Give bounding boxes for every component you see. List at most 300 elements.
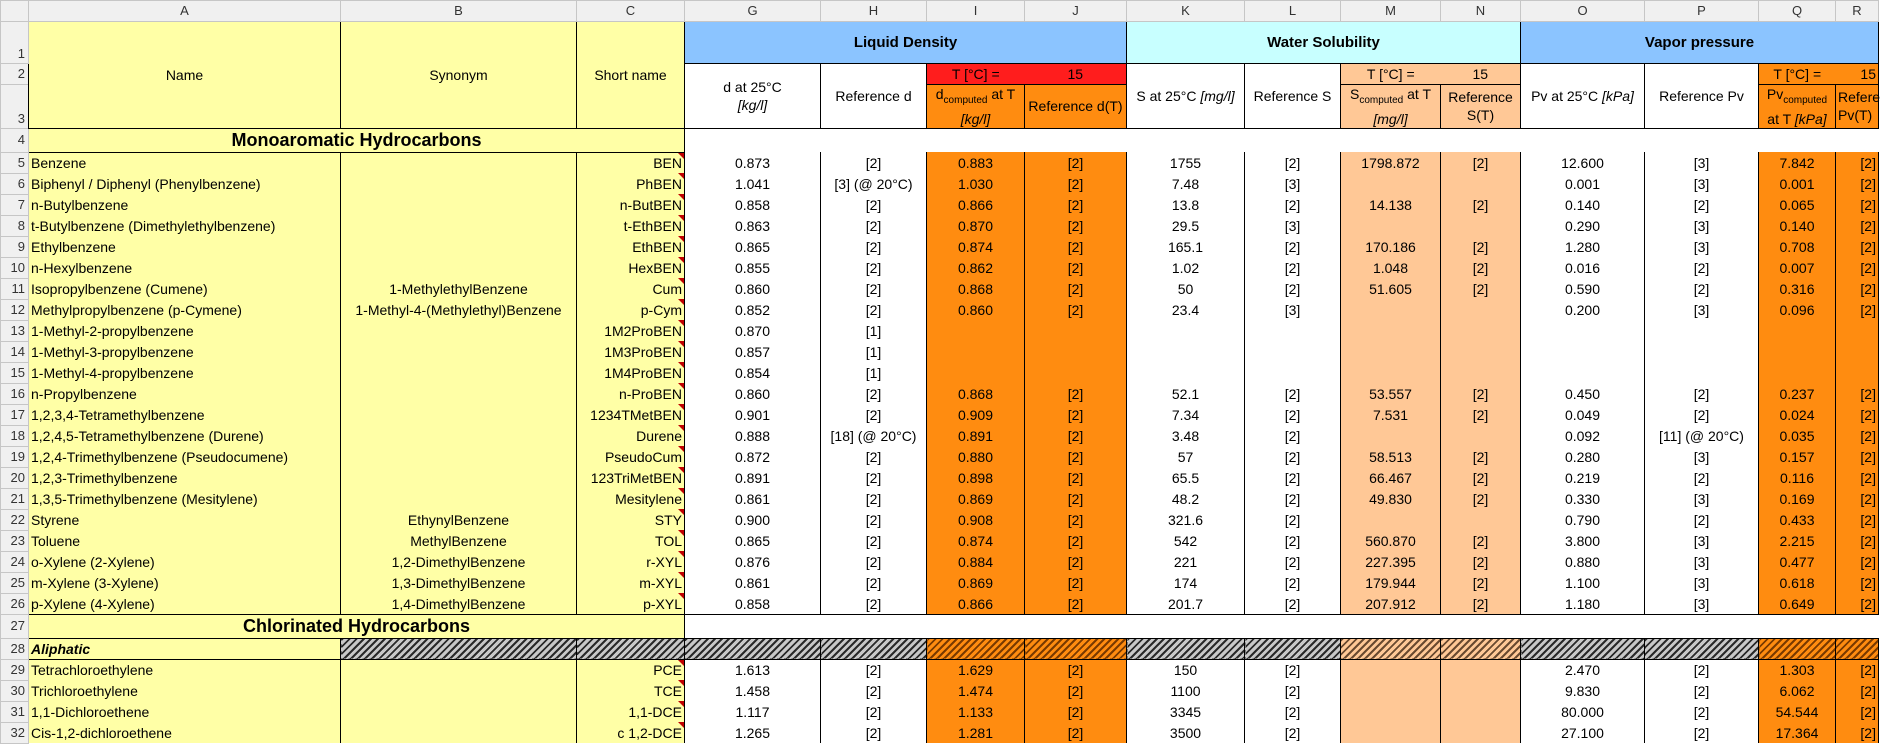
vapor-computed-reference-cell[interactable]: [2]	[1836, 722, 1879, 743]
vapor-computed-reference-cell[interactable]: [2]	[1836, 152, 1879, 173]
vapor-computed-cell[interactable]: 0.618	[1759, 572, 1836, 593]
short-name-cell[interactable]: HexBEN	[577, 257, 685, 278]
vapor-pressure-reference-cell[interactable]: [3]	[1645, 572, 1759, 593]
vapor-pressure-reference-cell[interactable]: [2]	[1645, 509, 1759, 530]
solubility-cell[interactable]	[1127, 362, 1245, 383]
vapor-computed-cell[interactable]: 0.140	[1759, 215, 1836, 236]
density-computed-cell[interactable]: 0.884	[927, 551, 1025, 572]
reference-pv-header[interactable]: Reference Pv	[1645, 64, 1759, 129]
name-cell[interactable]: Tetrachloroethylene	[29, 659, 341, 680]
synonym-cell[interactable]	[341, 488, 577, 509]
density-computed-reference-cell[interactable]: [2]	[1025, 572, 1127, 593]
vapor-pressure-cell[interactable]: 0.450	[1521, 383, 1645, 404]
solubility-cell[interactable]: 29.5	[1127, 215, 1245, 236]
synonym-cell[interactable]	[341, 236, 577, 257]
short-name-cell[interactable]: PhBEN	[577, 173, 685, 194]
short-name-cell[interactable]: 1M2ProBEN	[577, 320, 685, 341]
solubility-reference-cell[interactable]: [2]	[1245, 383, 1341, 404]
name-cell[interactable]: t-Butylbenzene (Dimethylethylbenzene)	[29, 215, 341, 236]
row-header[interactable]: 32	[1, 722, 29, 743]
name-cell[interactable]: n-Propylbenzene	[29, 383, 341, 404]
solubility-reference-cell[interactable]: [2]	[1245, 572, 1341, 593]
vapor-computed-cell[interactable]: 0.169	[1759, 488, 1836, 509]
density-cell[interactable]: 0.870	[685, 320, 821, 341]
short-name-cell[interactable]: p-Cym	[577, 299, 685, 320]
density-cell[interactable]: 0.873	[685, 152, 821, 173]
synonym-cell[interactable]: 1,2-DimethylBenzene	[341, 551, 577, 572]
short-name-cell[interactable]: n-ProBEN	[577, 383, 685, 404]
solubility-computed-reference-cell[interactable]: [2]	[1441, 278, 1521, 299]
synonym-cell[interactable]	[341, 701, 577, 722]
solubility-computed-cell[interactable]: 207.912	[1341, 593, 1441, 614]
solubility-cell[interactable]: 3.48	[1127, 425, 1245, 446]
solubility-computed-reference-cell[interactable]	[1441, 509, 1521, 530]
vapor-pressure-cell[interactable]: 0.001	[1521, 173, 1645, 194]
vapor-computed-cell[interactable]: 2.215	[1759, 530, 1836, 551]
short-name-cell[interactable]: t-EthBEN	[577, 215, 685, 236]
row-header[interactable]: 18	[1, 425, 29, 446]
density-computed-reference-cell[interactable]: [2]	[1025, 593, 1127, 614]
solubility-reference-cell[interactable]: [2]	[1245, 488, 1341, 509]
vapor-computed-reference-cell[interactable]	[1836, 320, 1879, 341]
solubility-reference-cell[interactable]	[1245, 362, 1341, 383]
vapor-pressure-cell[interactable]: 1.180	[1521, 593, 1645, 614]
row-header-27[interactable]: 27	[1, 614, 29, 638]
density-computed-cell[interactable]: 0.868	[927, 278, 1025, 299]
vapor-pressure-reference-cell[interactable]: [2]	[1645, 194, 1759, 215]
solubility-computed-cell[interactable]: 66.467	[1341, 467, 1441, 488]
column-header-b[interactable]: B	[341, 1, 577, 22]
vapor-computed-reference-cell[interactable]	[1836, 362, 1879, 383]
vapor-pressure-cell[interactable]	[1521, 320, 1645, 341]
solubility-computed-cell[interactable]	[1341, 659, 1441, 680]
row-header[interactable]: 30	[1, 680, 29, 701]
density-computed-reference-cell[interactable]: [2]	[1025, 152, 1127, 173]
vapor-computed-reference-cell[interactable]: [2]	[1836, 278, 1879, 299]
vapor-computed-cell[interactable]: 0.649	[1759, 593, 1836, 614]
short-name-cell[interactable]: c 1,2-DCE	[577, 722, 685, 743]
vapor-pressure-reference-cell[interactable]	[1645, 362, 1759, 383]
synonym-cell[interactable]	[341, 722, 577, 743]
density-computed-reference-cell[interactable]: [2]	[1025, 425, 1127, 446]
name-header[interactable]: Name	[29, 22, 341, 129]
density-reference-cell[interactable]: [2]	[821, 509, 927, 530]
density-computed-cell[interactable]: 0.869	[927, 572, 1025, 593]
synonym-cell[interactable]	[341, 680, 577, 701]
density-cell[interactable]: 1.458	[685, 680, 821, 701]
vapor-pressure-cell[interactable]: 0.290	[1521, 215, 1645, 236]
density-reference-cell[interactable]: [2]	[821, 722, 927, 743]
name-cell[interactable]: n-Hexylbenzene	[29, 257, 341, 278]
density-reference-cell[interactable]: [2]	[821, 446, 927, 467]
solubility-computed-reference-cell[interactable]	[1441, 425, 1521, 446]
vapor-pressure-cell[interactable]: 0.049	[1521, 404, 1645, 425]
vapor-pressure-reference-cell[interactable]: [3]	[1645, 551, 1759, 572]
vapor-computed-cell[interactable]: 1.303	[1759, 659, 1836, 680]
hatch-cell[interactable]	[821, 638, 927, 659]
vapor-pressure-cell[interactable]: 0.280	[1521, 446, 1645, 467]
column-header-a[interactable]: A	[29, 1, 341, 22]
vapor-computed-cell[interactable]: 0.116	[1759, 467, 1836, 488]
solubility-reference-cell[interactable]: [3]	[1245, 299, 1341, 320]
solubility-reference-cell[interactable]: [2]	[1245, 551, 1341, 572]
solubility-computed-reference-cell[interactable]	[1441, 173, 1521, 194]
hatch-cell[interactable]	[1341, 638, 1441, 659]
row-header[interactable]: 29	[1, 659, 29, 680]
solubility-computed-cell[interactable]	[1341, 341, 1441, 362]
short-name-header[interactable]: Short name	[577, 22, 685, 129]
name-cell[interactable]: 1-Methyl-3-propylbenzene	[29, 341, 341, 362]
d-computed-header[interactable]	[927, 85, 1025, 129]
vapor-pressure-reference-cell[interactable]: [3]	[1645, 530, 1759, 551]
density-reference-cell[interactable]: [2]	[821, 488, 927, 509]
density-computed-cell[interactable]: 0.866	[927, 593, 1025, 614]
density-computed-reference-cell[interactable]: [2]	[1025, 488, 1127, 509]
vapor-computed-reference-cell[interactable]: [2]	[1836, 530, 1879, 551]
vapor-computed-reference-cell[interactable]: [2]	[1836, 236, 1879, 257]
vapor-computed-reference-cell[interactable]: [2]	[1836, 593, 1879, 614]
density-computed-cell[interactable]: 0.909	[927, 404, 1025, 425]
density-reference-cell[interactable]: [2]	[821, 530, 927, 551]
density-cell[interactable]: 0.858	[685, 593, 821, 614]
short-name-cell[interactable]: m-XYL	[577, 572, 685, 593]
vapor-pressure-reference-cell[interactable]: [2]	[1645, 383, 1759, 404]
s25-header[interactable]	[1127, 64, 1245, 129]
density-reference-cell[interactable]: [2]	[821, 383, 927, 404]
column-header-p[interactable]: P	[1645, 1, 1759, 22]
solubility-computed-cell[interactable]: 49.830	[1341, 488, 1441, 509]
density-computed-cell[interactable]: 0.860	[927, 299, 1025, 320]
vapor-pressure-reference-cell[interactable]: [2]	[1645, 467, 1759, 488]
pv25-header[interactable]	[1521, 64, 1645, 129]
solubility-cell[interactable]: 3500	[1127, 722, 1245, 743]
density-reference-cell[interactable]: [18] (@ 20°C)	[821, 425, 927, 446]
short-name-cell[interactable]: PCE	[577, 659, 685, 680]
density-computed-cell[interactable]: 1.629	[927, 659, 1025, 680]
synonym-cell[interactable]	[341, 362, 577, 383]
vapor-pressure-header[interactable]: Vapor pressure	[1521, 22, 1879, 64]
row-header-2[interactable]: 2	[1, 64, 29, 85]
solubility-reference-cell[interactable]: [2]	[1245, 446, 1341, 467]
synonym-cell[interactable]: 1,3-DimethylBenzene	[341, 572, 577, 593]
vapor-pressure-reference-cell[interactable]: [2]	[1645, 701, 1759, 722]
vapor-computed-cell[interactable]: 0.157	[1759, 446, 1836, 467]
density-cell[interactable]: 0.855	[685, 257, 821, 278]
synonym-cell[interactable]	[341, 257, 577, 278]
solubility-computed-cell[interactable]: 227.395	[1341, 551, 1441, 572]
solubility-computed-reference-cell[interactable]	[1441, 722, 1521, 743]
solubility-computed-cell[interactable]: 7.531	[1341, 404, 1441, 425]
density-cell[interactable]: 0.860	[685, 278, 821, 299]
solubility-computed-cell[interactable]: 58.513	[1341, 446, 1441, 467]
synonym-cell[interactable]: 1,4-DimethylBenzene	[341, 593, 577, 614]
solubility-computed-reference-cell[interactable]	[1441, 659, 1521, 680]
name-cell[interactable]: Cis-1,2-dichloroethene	[29, 722, 341, 743]
solubility-reference-cell[interactable]: [2]	[1245, 236, 1341, 257]
hatch-cell[interactable]	[1441, 638, 1521, 659]
solubility-computed-cell[interactable]	[1341, 701, 1441, 722]
vapor-computed-reference-cell[interactable]	[1836, 341, 1879, 362]
vapor-pressure-cell[interactable]: 80.000	[1521, 701, 1645, 722]
vapor-pressure-cell[interactable]: 0.200	[1521, 299, 1645, 320]
short-name-cell[interactable]: 1M4ProBEN	[577, 362, 685, 383]
solubility-reference-cell[interactable]: [2]	[1245, 404, 1341, 425]
vapor-computed-reference-cell[interactable]: [2]	[1836, 551, 1879, 572]
short-name-cell[interactable]: r-XYL	[577, 551, 685, 572]
synonym-cell[interactable]	[341, 173, 577, 194]
row-header[interactable]: 24	[1, 551, 29, 572]
density-cell[interactable]: 1.613	[685, 659, 821, 680]
column-header-j[interactable]: J	[1025, 1, 1127, 22]
solubility-computed-cell[interactable]: 53.557	[1341, 383, 1441, 404]
density-computed-cell[interactable]: 0.870	[927, 215, 1025, 236]
short-name-cell[interactable]: p-XYL	[577, 593, 685, 614]
density-reference-cell[interactable]: [2]	[821, 215, 927, 236]
density-computed-cell[interactable]: 0.866	[927, 194, 1025, 215]
density-computed-reference-cell[interactable]: [2]	[1025, 299, 1127, 320]
solubility-computed-reference-cell[interactable]	[1441, 362, 1521, 383]
density-reference-cell[interactable]: [2]	[821, 659, 927, 680]
density-cell[interactable]: 0.888	[685, 425, 821, 446]
short-name-cell[interactable]: EthBEN	[577, 236, 685, 257]
synonym-cell[interactable]	[341, 320, 577, 341]
density-computed-cell[interactable]: 0.898	[927, 467, 1025, 488]
name-cell[interactable]: o-Xylene (2-Xylene)	[29, 551, 341, 572]
synonym-cell[interactable]	[341, 215, 577, 236]
density-reference-cell[interactable]: [2]	[821, 680, 927, 701]
row-header-4[interactable]: 4	[1, 128, 29, 152]
solubility-computed-reference-cell[interactable]	[1441, 320, 1521, 341]
name-cell[interactable]: Methylpropylbenzene (p-Cymene)	[29, 299, 341, 320]
density-computed-reference-cell[interactable]: [2]	[1025, 446, 1127, 467]
vapor-pressure-reference-cell[interactable]: [3]	[1645, 446, 1759, 467]
density-computed-cell[interactable]: 1.133	[927, 701, 1025, 722]
solubility-cell[interactable]: 174	[1127, 572, 1245, 593]
row-header[interactable]: 23	[1, 530, 29, 551]
vapor-pressure-cell[interactable]: 0.330	[1521, 488, 1645, 509]
synonym-cell[interactable]	[341, 659, 577, 680]
density-cell[interactable]: 1.117	[685, 701, 821, 722]
short-name-cell[interactable]: PseudoCum	[577, 446, 685, 467]
density-reference-cell[interactable]: [1]	[821, 320, 927, 341]
row-header[interactable]: 17	[1, 404, 29, 425]
name-cell[interactable]: Benzene	[29, 152, 341, 173]
synonym-cell[interactable]	[341, 194, 577, 215]
solubility-cell[interactable]: 221	[1127, 551, 1245, 572]
vapor-computed-cell[interactable]: 0.035	[1759, 425, 1836, 446]
density-cell[interactable]: 0.861	[685, 572, 821, 593]
solubility-computed-reference-cell[interactable]	[1441, 680, 1521, 701]
hatch-cell[interactable]	[577, 638, 685, 659]
row-header-1[interactable]: 1	[1, 22, 29, 64]
density-computed-reference-cell[interactable]	[1025, 362, 1127, 383]
name-cell[interactable]: Styrene	[29, 509, 341, 530]
hatch-cell[interactable]	[1025, 638, 1127, 659]
solubility-cell[interactable]: 50	[1127, 278, 1245, 299]
vapor-pressure-cell[interactable]	[1521, 362, 1645, 383]
vapor-pressure-cell[interactable]: 1.280	[1521, 236, 1645, 257]
column-header-g[interactable]: G	[685, 1, 821, 22]
vapor-pressure-cell[interactable]: 0.140	[1521, 194, 1645, 215]
vapor-pressure-reference-cell[interactable]: [2]	[1645, 659, 1759, 680]
reference-st-header[interactable]: Reference S(T)	[1441, 85, 1521, 129]
solubility-computed-reference-cell[interactable]	[1441, 299, 1521, 320]
solubility-computed-reference-cell[interactable]: [2]	[1441, 236, 1521, 257]
solubility-reference-cell[interactable]: [2]	[1245, 680, 1341, 701]
vapor-pressure-reference-cell[interactable]: [3]	[1645, 488, 1759, 509]
row-header[interactable]: 20	[1, 467, 29, 488]
solubility-computed-cell[interactable]	[1341, 722, 1441, 743]
density-computed-cell[interactable]: 0.868	[927, 383, 1025, 404]
vapor-computed-cell[interactable]: 6.062	[1759, 680, 1836, 701]
solubility-computed-reference-cell[interactable]: [2]	[1441, 530, 1521, 551]
solubility-cell[interactable]: 52.1	[1127, 383, 1245, 404]
vapor-pressure-reference-cell[interactable]: [3]	[1645, 299, 1759, 320]
name-cell[interactable]: Ethylbenzene	[29, 236, 341, 257]
solubility-computed-cell[interactable]: 14.138	[1341, 194, 1441, 215]
density-cell[interactable]: 0.860	[685, 383, 821, 404]
solubility-cell[interactable]: 1755	[1127, 152, 1245, 173]
vapor-pressure-reference-cell[interactable]	[1645, 320, 1759, 341]
synonym-cell[interactable]	[341, 446, 577, 467]
vapor-computed-cell[interactable]	[1759, 341, 1836, 362]
short-name-cell[interactable]: 123TriMetBEN	[577, 467, 685, 488]
density-reference-cell[interactable]: [2]	[821, 467, 927, 488]
solubility-reference-cell[interactable]: [2]	[1245, 257, 1341, 278]
name-cell[interactable]: 1,3,5-Trimethylbenzene (Mesitylene)	[29, 488, 341, 509]
column-header-h[interactable]: H	[821, 1, 927, 22]
vapor-computed-cell[interactable]: 0.708	[1759, 236, 1836, 257]
vapor-computed-cell[interactable]: 0.237	[1759, 383, 1836, 404]
density-reference-cell[interactable]: [2]	[821, 551, 927, 572]
density-computed-reference-cell[interactable]	[1025, 320, 1127, 341]
density-t-value[interactable]: 15	[1025, 64, 1127, 85]
row-header[interactable]: 22	[1, 509, 29, 530]
density-cell[interactable]: 0.865	[685, 530, 821, 551]
solubility-reference-cell[interactable]: [2]	[1245, 701, 1341, 722]
vapor-pressure-cell[interactable]: 1.100	[1521, 572, 1645, 593]
synonym-cell[interactable]: MethylBenzene	[341, 530, 577, 551]
solubility-reference-cell[interactable]: [2]	[1245, 509, 1341, 530]
solubility-reference-cell[interactable]: [2]	[1245, 593, 1341, 614]
vapor-pressure-reference-cell[interactable]: [11] (@ 20°C)	[1645, 425, 1759, 446]
solubility-computed-cell[interactable]: 179.944	[1341, 572, 1441, 593]
density-reference-cell[interactable]: [2]	[821, 404, 927, 425]
column-header-i[interactable]: I	[927, 1, 1025, 22]
solubility-computed-reference-cell[interactable]: [2]	[1441, 593, 1521, 614]
vapor-pressure-cell[interactable]: 0.016	[1521, 257, 1645, 278]
density-computed-reference-cell[interactable]: [2]	[1025, 236, 1127, 257]
column-header-q[interactable]: Q	[1759, 1, 1836, 22]
vapor-pressure-reference-cell[interactable]: [2]	[1645, 404, 1759, 425]
vapor-computed-reference-cell[interactable]: [2]	[1836, 425, 1879, 446]
hatch-cell[interactable]	[1759, 638, 1836, 659]
synonym-cell[interactable]	[341, 341, 577, 362]
density-cell[interactable]: 0.857	[685, 341, 821, 362]
vapor-computed-cell[interactable]: 0.007	[1759, 257, 1836, 278]
short-name-cell[interactable]: Cum	[577, 278, 685, 299]
solubility-cell[interactable]	[1127, 341, 1245, 362]
density-computed-reference-cell[interactable]: [2]	[1025, 530, 1127, 551]
density-computed-cell[interactable]: 1.281	[927, 722, 1025, 743]
column-header-o[interactable]: O	[1521, 1, 1645, 22]
solubility-computed-reference-cell[interactable]: [2]	[1441, 446, 1521, 467]
vapor-computed-cell[interactable]: 54.544	[1759, 701, 1836, 722]
name-cell[interactable]: 1,2,4,5-Tetramethylbenzene (Durene)	[29, 425, 341, 446]
section-blank[interactable]	[685, 614, 1879, 638]
density-cell[interactable]: 0.861	[685, 488, 821, 509]
density-cell[interactable]: 0.863	[685, 215, 821, 236]
row-header-28[interactable]: 28	[1, 638, 29, 659]
density-computed-reference-cell[interactable]: [2]	[1025, 257, 1127, 278]
density-cell[interactable]: 0.901	[685, 404, 821, 425]
row-header[interactable]: 12	[1, 299, 29, 320]
vapor-computed-cell[interactable]	[1759, 320, 1836, 341]
vapor-computed-reference-cell[interactable]: [2]	[1836, 194, 1879, 215]
solubility-computed-cell[interactable]: 1798.872	[1341, 152, 1441, 173]
solubility-reference-cell[interactable]: [2]	[1245, 278, 1341, 299]
solubility-computed-cell[interactable]	[1341, 215, 1441, 236]
vapor-pressure-cell[interactable]: 2.470	[1521, 659, 1645, 680]
density-computed-cell[interactable]	[927, 341, 1025, 362]
vapor-pressure-cell[interactable]: 27.100	[1521, 722, 1645, 743]
vapor-t-label[interactable]: T [°C] =	[1759, 64, 1836, 85]
name-cell[interactable]: 1,2,3-Trimethylbenzene	[29, 467, 341, 488]
density-computed-cell[interactable]: 1.474	[927, 680, 1025, 701]
hatch-cell[interactable]	[927, 638, 1025, 659]
row-header[interactable]: 25	[1, 572, 29, 593]
density-computed-cell[interactable]	[927, 320, 1025, 341]
solubility-cell[interactable]: 1100	[1127, 680, 1245, 701]
vapor-pressure-reference-cell[interactable]: [2]	[1645, 680, 1759, 701]
density-computed-cell[interactable]: 0.869	[927, 488, 1025, 509]
density-computed-reference-cell[interactable]: [2]	[1025, 215, 1127, 236]
column-header-n[interactable]: N	[1441, 1, 1521, 22]
s-computed-header[interactable]	[1341, 85, 1441, 129]
vapor-pressure-cell[interactable]: 3.800	[1521, 530, 1645, 551]
solubility-cell[interactable]: 65.5	[1127, 467, 1245, 488]
density-computed-reference-cell[interactable]: [2]	[1025, 278, 1127, 299]
row-header[interactable]: 13	[1, 320, 29, 341]
density-reference-cell[interactable]: [2]	[821, 278, 927, 299]
density-computed-reference-cell[interactable]: [2]	[1025, 509, 1127, 530]
column-header-k[interactable]: K	[1127, 1, 1245, 22]
row-header[interactable]: 10	[1, 257, 29, 278]
hatch-cell[interactable]	[1521, 638, 1645, 659]
name-cell[interactable]: 1-Methyl-2-propylbenzene	[29, 320, 341, 341]
solubility-computed-cell[interactable]	[1341, 362, 1441, 383]
density-computed-reference-cell[interactable]: [2]	[1025, 194, 1127, 215]
vapor-computed-reference-cell[interactable]: [2]	[1836, 446, 1879, 467]
vapor-pressure-reference-cell[interactable]	[1645, 341, 1759, 362]
density-computed-reference-cell[interactable]: [2]	[1025, 404, 1127, 425]
density-computed-cell[interactable]: 0.908	[927, 509, 1025, 530]
vapor-computed-reference-cell[interactable]: [2]	[1836, 467, 1879, 488]
synonym-header[interactable]: Synonym	[341, 22, 577, 129]
synonym-cell[interactable]	[341, 425, 577, 446]
row-header[interactable]: 8	[1, 215, 29, 236]
density-computed-reference-cell[interactable]: [2]	[1025, 701, 1127, 722]
synonym-cell[interactable]	[341, 404, 577, 425]
vapor-pressure-cell[interactable]	[1521, 341, 1645, 362]
density-computed-cell[interactable]: 0.883	[927, 152, 1025, 173]
solubility-computed-cell[interactable]: 170.186	[1341, 236, 1441, 257]
name-cell[interactable]: Trichloroethylene	[29, 680, 341, 701]
density-reference-cell[interactable]: [2]	[821, 257, 927, 278]
solubility-cell[interactable]: 7.34	[1127, 404, 1245, 425]
solubility-cell[interactable]: 201.7	[1127, 593, 1245, 614]
solubility-computed-reference-cell[interactable]	[1441, 701, 1521, 722]
